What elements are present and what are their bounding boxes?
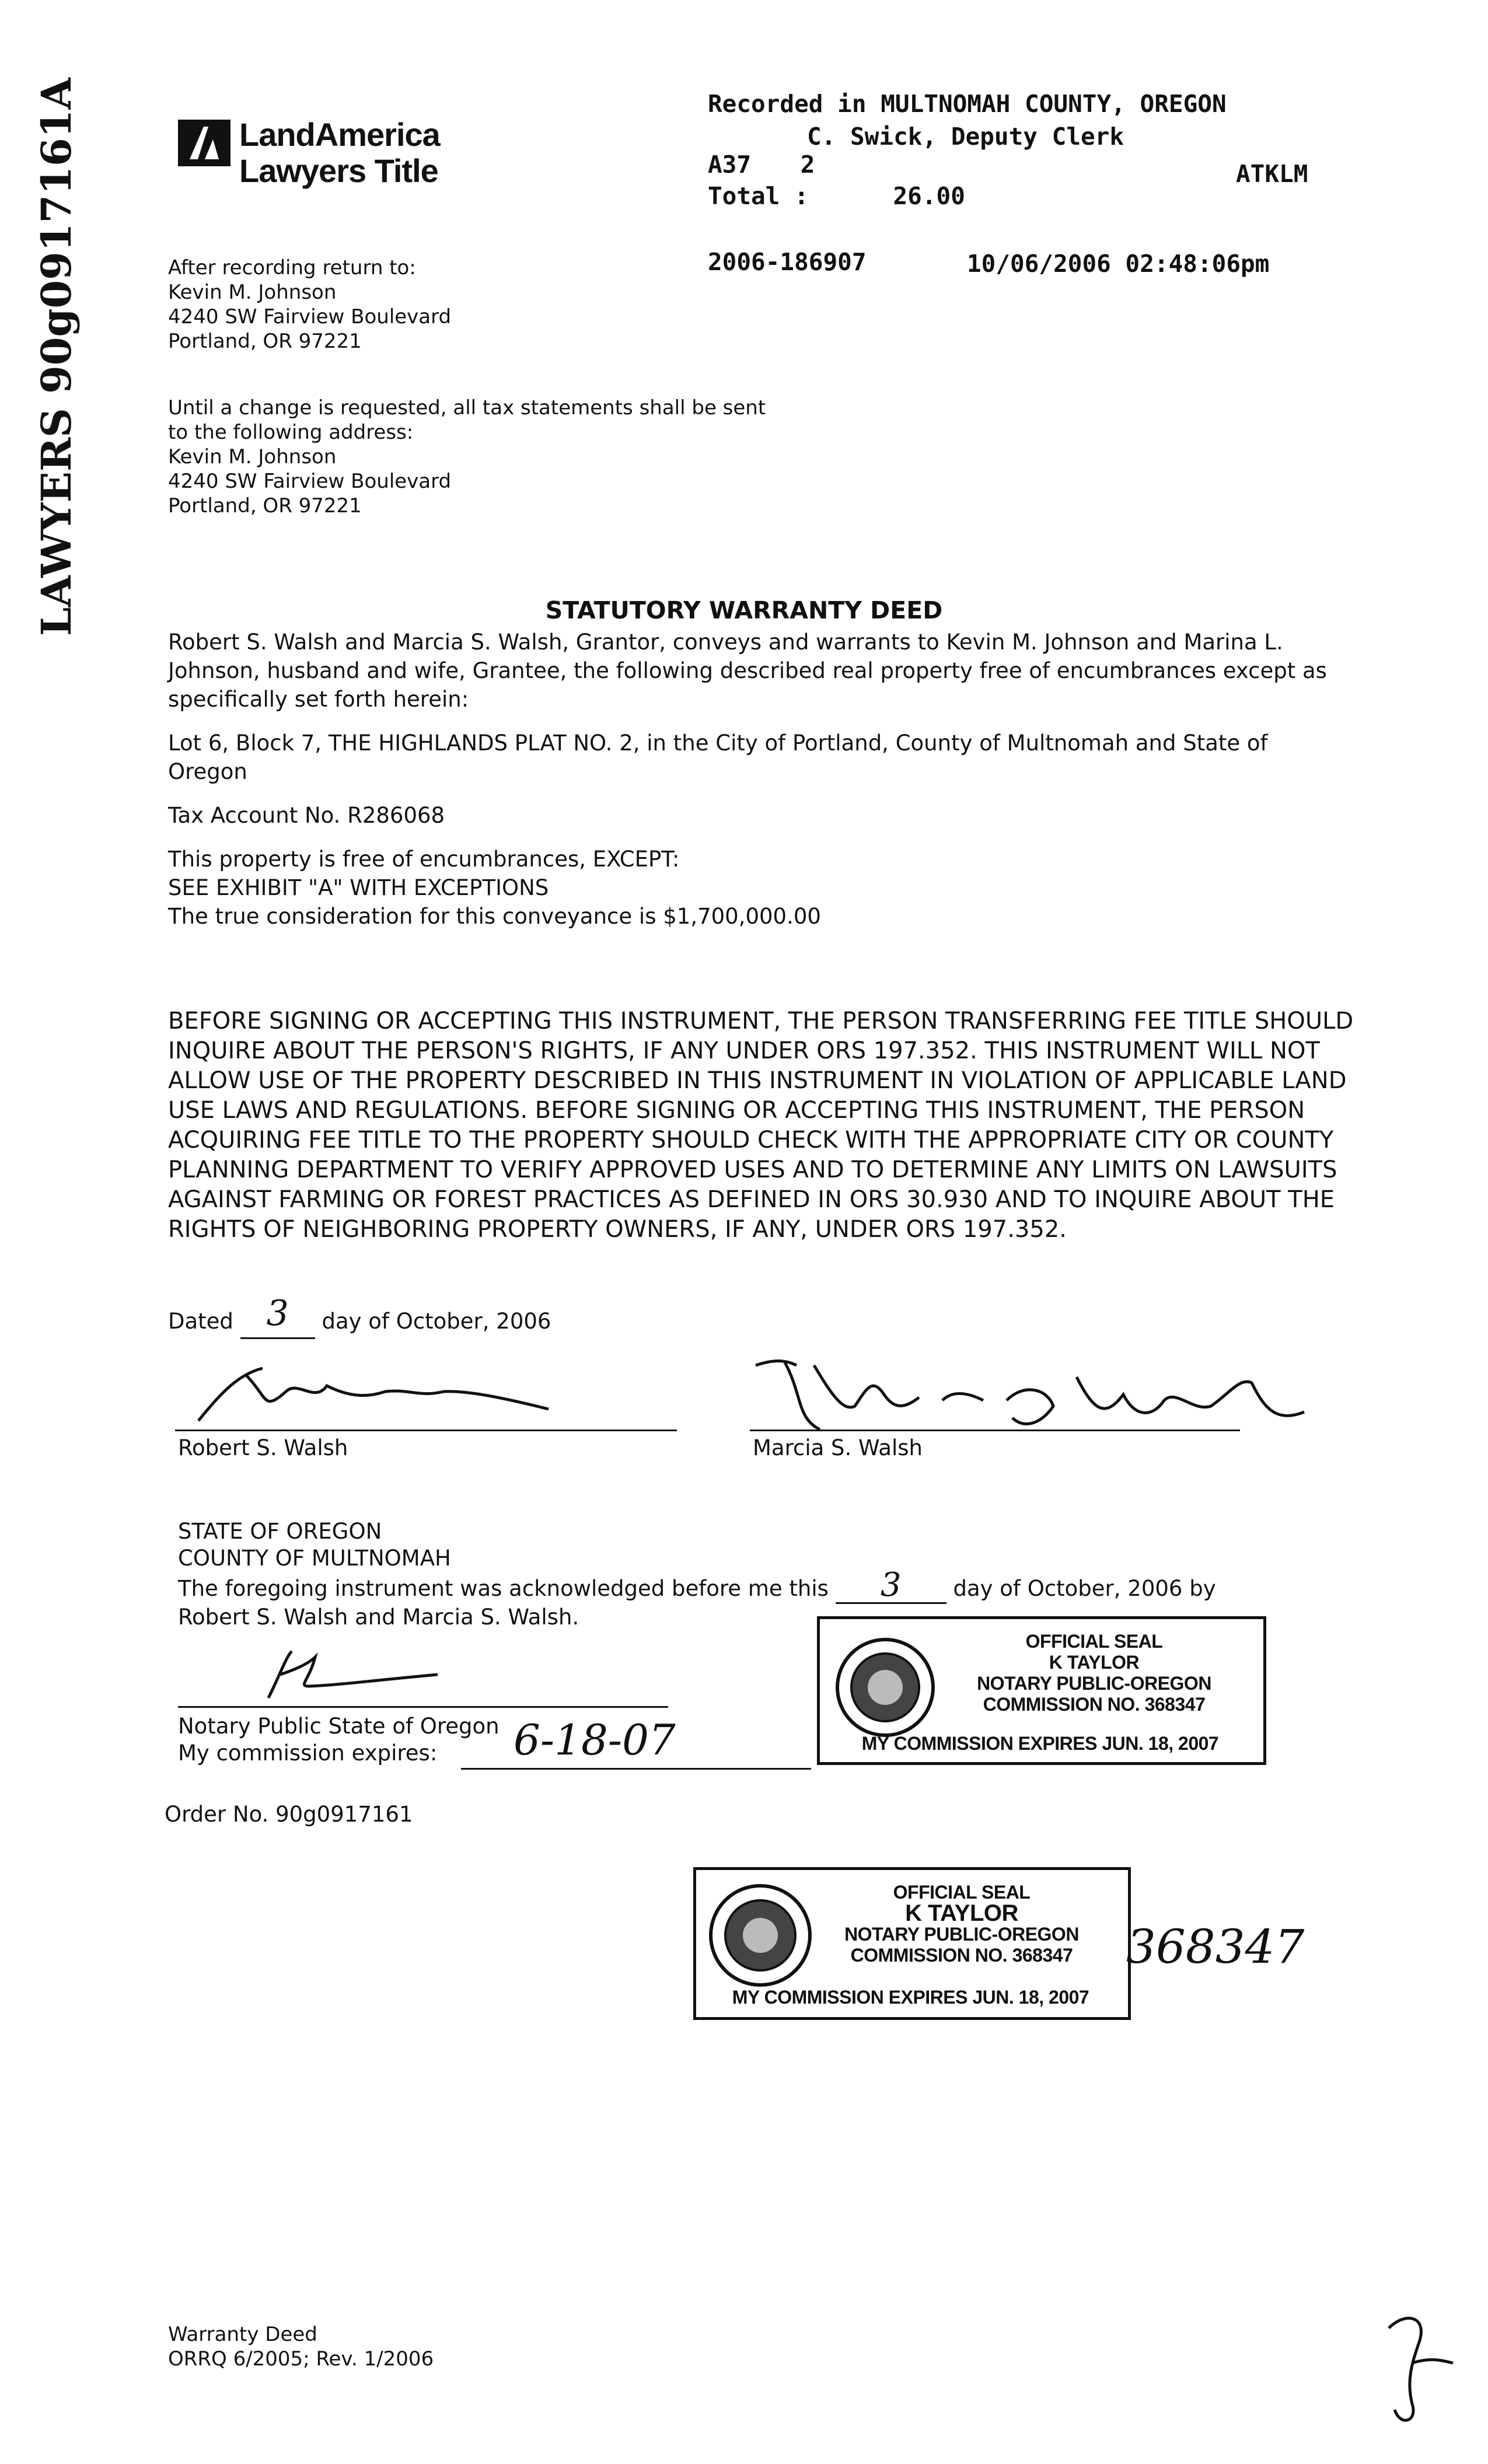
recording-book-code: A37	[708, 151, 752, 179]
tax-street: 4240 SW Fairview Boulevard	[168, 470, 452, 493]
recording-book-number: 2	[800, 151, 815, 179]
deed-title: STATUTORY WARRANTY DEED	[545, 596, 943, 624]
commission-date-handwritten: 6-18-07	[514, 1715, 676, 1764]
logo-wordmark	[239, 117, 440, 189]
recording-total	[708, 182, 965, 210]
footer-line-1: Warranty Deed	[168, 2323, 317, 2346]
grantor2-name: Marcia S. Walsh	[753, 1435, 923, 1460]
oregon-state-seal-icon-2	[708, 1883, 813, 1988]
seal1-line-5: MY COMMISSION EXPIRES JUN. 18, 2007	[861, 1733, 1219, 1754]
deed-body	[168, 628, 1353, 931]
return-heading: After recording return to:	[168, 256, 416, 279]
grantor1-signature-line	[175, 1430, 677, 1431]
landamerica-logo-icon	[178, 120, 230, 166]
dated-day-handwritten: 3	[266, 1293, 289, 1334]
return-city: Portland, OR 97221	[168, 330, 362, 353]
tax-name: Kevin M. Johnson	[168, 445, 337, 469]
tax-line-2: to the following address:	[168, 421, 414, 444]
oregon-state-seal-icon	[834, 1637, 937, 1739]
acknowledgment-block	[178, 1518, 1216, 1631]
ack-text-suffix: day of October, 2006 by	[953, 1576, 1216, 1601]
ack-text-prefix: The foregoing instrument was acknowledged before me this	[178, 1576, 829, 1601]
logo-line-1: LandAmerica	[239, 116, 440, 153]
ack-text-line	[178, 1566, 1216, 1604]
recording-clerk: C. Swick, Deputy Clerk	[807, 123, 1124, 151]
seal1-line-3: NOTARY PUBLIC-OREGON	[977, 1673, 1211, 1694]
grantor1-name: Robert S. Walsh	[178, 1435, 348, 1460]
recording-stamp	[708, 88, 1227, 153]
dated-day-field	[240, 1293, 315, 1339]
notary-seal-2	[693, 1867, 1131, 2020]
order-number: Order No. 90g0917161	[165, 1802, 413, 1827]
encumbrance-line: This property is free of encumbrances, EXCEPT:	[168, 847, 680, 872]
side-annotation	[32, 78, 81, 636]
tax-city: Portland, OR 97221	[168, 494, 362, 518]
return-name: Kevin M. Johnson	[168, 281, 337, 304]
form-footer	[168, 2322, 434, 2371]
grantor1-signature	[175, 1357, 677, 1430]
seal2-line-4: COMMISSION NO. 368347	[850, 1945, 1073, 1966]
ack-state: STATE OF OREGON	[178, 1519, 382, 1544]
logo-line-2: Lawyers Title	[239, 152, 438, 189]
dated-suffix: day of October, 2006	[322, 1309, 551, 1334]
statutory-warning: BEFORE SIGNING OR ACCEPTING THIS INSTRUMENT, THE PERSON TRANSFERRING FEE TITLE SHOULD INQUIRE ABOUT THE PERSON'S RIGHTS, IF ANY UNDER ORS 197.352. THIS INSTRUMENT WILL NOT ALLOW USE OF THE PROPERTY DESCRIBED IN THIS INSTRUMENT IN VIOLATION OF APPLICABLE LAND USE LAWS AND REGULATIONS. BEFORE SIGNING OR ACCEPTING THIS INSTRUMENT, THE PERSON ACQUIRING FEE TITLE TO THE PROPERTY SHOULD CHECK WITH THE APPROPRIATE CITY OR COUNTY PLANNING DEPARTMENT TO VERIFY APPROVED USES AND TO DETERMINE ANY LIMITS ON LAWSUITS AGAINST FARMING OR FOREST PRACTICES AS DEFINED IN ORS 30.930 AND TO INQUIRE ABOUT THE RIGHTS OF NEIGHBORING PROPERTY OWNERS, IF ANY, UNDER ORS 197.352.	[168, 1008, 1354, 1243]
handwritten-page-mark	[1377, 2311, 1459, 2427]
recording-total-value: 26.00	[893, 182, 965, 210]
notary-seal-1	[817, 1616, 1266, 1765]
side-annotation-text: LAWYERS 90g0917161A	[32, 78, 81, 636]
ack-day-handwritten: 3	[880, 1566, 902, 1604]
tax-account: Tax Account No. R286068	[168, 803, 445, 828]
seal2-line-5: MY COMMISSION EXPIRES JUN. 18, 2007	[732, 1987, 1089, 2008]
recording-county: Recorded in MULTNOMAH COUNTY, OREGON	[708, 90, 1227, 118]
notary-signature	[245, 1640, 467, 1704]
notary-labels	[178, 1713, 500, 1767]
return-street: 4240 SW Fairview Boulevard	[168, 305, 452, 328]
exhibit-line: SEE EXHIBIT "A" WITH EXCEPTIONS	[168, 875, 549, 900]
grant-paragraph: Robert S. Walsh and Marcia S. Walsh, Grantor, conveys and warrants to Kevin M. Johnson and Marina L. Johnson, husband and wife, Grantee, the following described real property free of encumbrances except as specifically set forth herein:	[168, 630, 1327, 712]
footer-line-2: ORRQ 6/2005; Rev. 1/2006	[168, 2347, 434, 2371]
seal1-line-1: OFFICIAL SEAL	[1025, 1631, 1163, 1652]
seal2-line-2: K TAYLOR	[905, 1900, 1018, 1926]
recording-datetime: 10/06/2006 02:48:06pm	[967, 250, 1270, 278]
tax-line-1: Until a change is requested, all tax statements shall be sent	[168, 396, 766, 420]
recording-book	[708, 151, 815, 179]
recording-clerk-code: ATKLM	[1236, 160, 1308, 188]
notary-label: Notary Public State of Oregon	[178, 1714, 500, 1739]
seal1-line-2: K TAYLOR	[1049, 1652, 1140, 1673]
ack-names: Robert S. Walsh and Marcia S. Walsh.	[178, 1605, 579, 1630]
dated-line	[168, 1293, 551, 1339]
consideration-line: The true consideration for this conveyance is $1,700,000.00	[168, 904, 821, 929]
recording-total-label: Total :	[708, 182, 809, 210]
commission-label: My commission expires:	[178, 1740, 438, 1766]
return-address-block	[168, 256, 451, 354]
commission-date-line	[461, 1768, 811, 1770]
dated-prefix: Dated	[168, 1309, 233, 1334]
seal2-line-3: NOTARY PUBLIC-OREGON	[844, 1924, 1079, 1945]
legal-description: Lot 6, Block 7, THE HIGHLANDS PLAT NO. 2, in the City of Portland, County of Multnomah and State of Oregon	[168, 731, 1268, 784]
grantor2-signature	[750, 1342, 1310, 1441]
recording-doc-number: 2006-186907	[708, 248, 867, 276]
seal1-line-4: COMMISSION NO. 368347	[983, 1694, 1206, 1715]
handwritten-commission-number: 368347	[1126, 1920, 1305, 1974]
ack-county: COUNTY OF MULTNOMAH	[178, 1546, 451, 1571]
grantor2-signature-line	[750, 1430, 1240, 1431]
seal2-line-1: OFFICIAL SEAL	[893, 1882, 1031, 1903]
ack-day-field	[836, 1566, 946, 1604]
notary-signature-line	[178, 1706, 668, 1708]
tax-statement-block	[168, 396, 766, 518]
